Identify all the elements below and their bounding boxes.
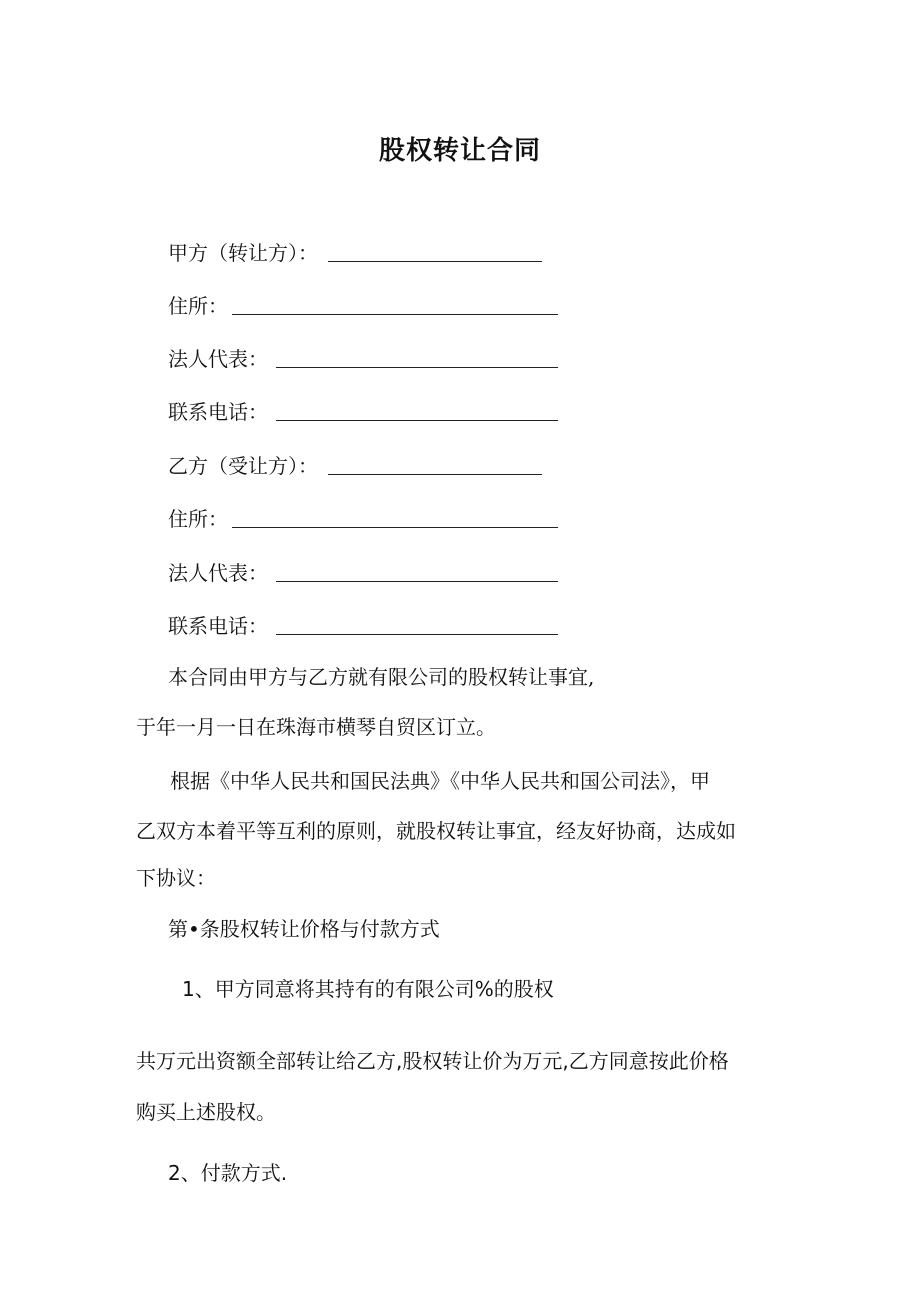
party-b-phone-blank[interactable] — [276, 612, 558, 635]
party-b-legal-rep-blank[interactable] — [276, 559, 558, 582]
party-a-legal-rep-blank[interactable] — [276, 345, 558, 368]
party-a-legal-rep-field — [168, 342, 558, 372]
intro-line-1: 本合同由甲方与乙方就有限公司的股权转让事宜, — [168, 665, 595, 689]
party-a-legal-rep-label: 法人代表： — [168, 347, 268, 371]
party-b-phone-field — [168, 609, 558, 639]
clause-2-line-1: 2、付款方式. — [168, 1161, 288, 1185]
party-b-name-label: 乙方（受让方）： — [168, 454, 318, 478]
party-b-name-field — [168, 449, 542, 479]
clause-1-line-2: 共万元出资额全部转让给乙方,股权转让价为万元,乙方同意按此价格 — [136, 1049, 729, 1073]
party-a-address-label: 住所： — [168, 294, 228, 318]
party-a-phone-field — [168, 395, 558, 425]
party-a-name-field — [168, 236, 542, 266]
party-b-address-label: 住所： — [168, 507, 228, 531]
party-a-address-field — [168, 289, 558, 319]
basis-line-3: 下协议： — [136, 866, 216, 890]
party-b-legal-rep-field — [168, 556, 558, 586]
party-b-name-blank[interactable] — [328, 452, 542, 475]
basis-line-1: 根据《中华人民共和国民法典》《中华人民共和国公司法》，甲 — [170, 769, 710, 793]
party-b-address-field — [168, 502, 558, 532]
party-b-legal-rep-label: 法人代表： — [168, 561, 268, 585]
intro-line-2: 于年一月一日在珠海市横琴自贸区订立。 — [136, 715, 496, 739]
party-a-phone-label: 联系电话： — [168, 400, 268, 424]
party-b-phone-label: 联系电话： — [168, 614, 268, 638]
article-1-heading: 第•条股权转让价格与付款方式 — [168, 917, 440, 941]
clause-1-line-1: 1、甲方同意将其持有的有限公司%的股权 — [182, 977, 554, 1001]
contract-title: 股权转让合同 — [378, 136, 541, 166]
clause-1-line-3: 购买上述股权。 — [136, 1100, 276, 1124]
party-a-address-blank[interactable] — [232, 292, 558, 315]
party-a-name-blank[interactable] — [328, 239, 542, 262]
party-a-phone-blank[interactable] — [276, 398, 558, 421]
basis-line-2: 乙双方本着平等互利的原则，就股权转让事宜，经友好协商，达成如 — [136, 819, 736, 843]
party-b-address-blank[interactable] — [232, 505, 558, 528]
party-a-name-label: 甲方（转让方）： — [168, 241, 318, 265]
